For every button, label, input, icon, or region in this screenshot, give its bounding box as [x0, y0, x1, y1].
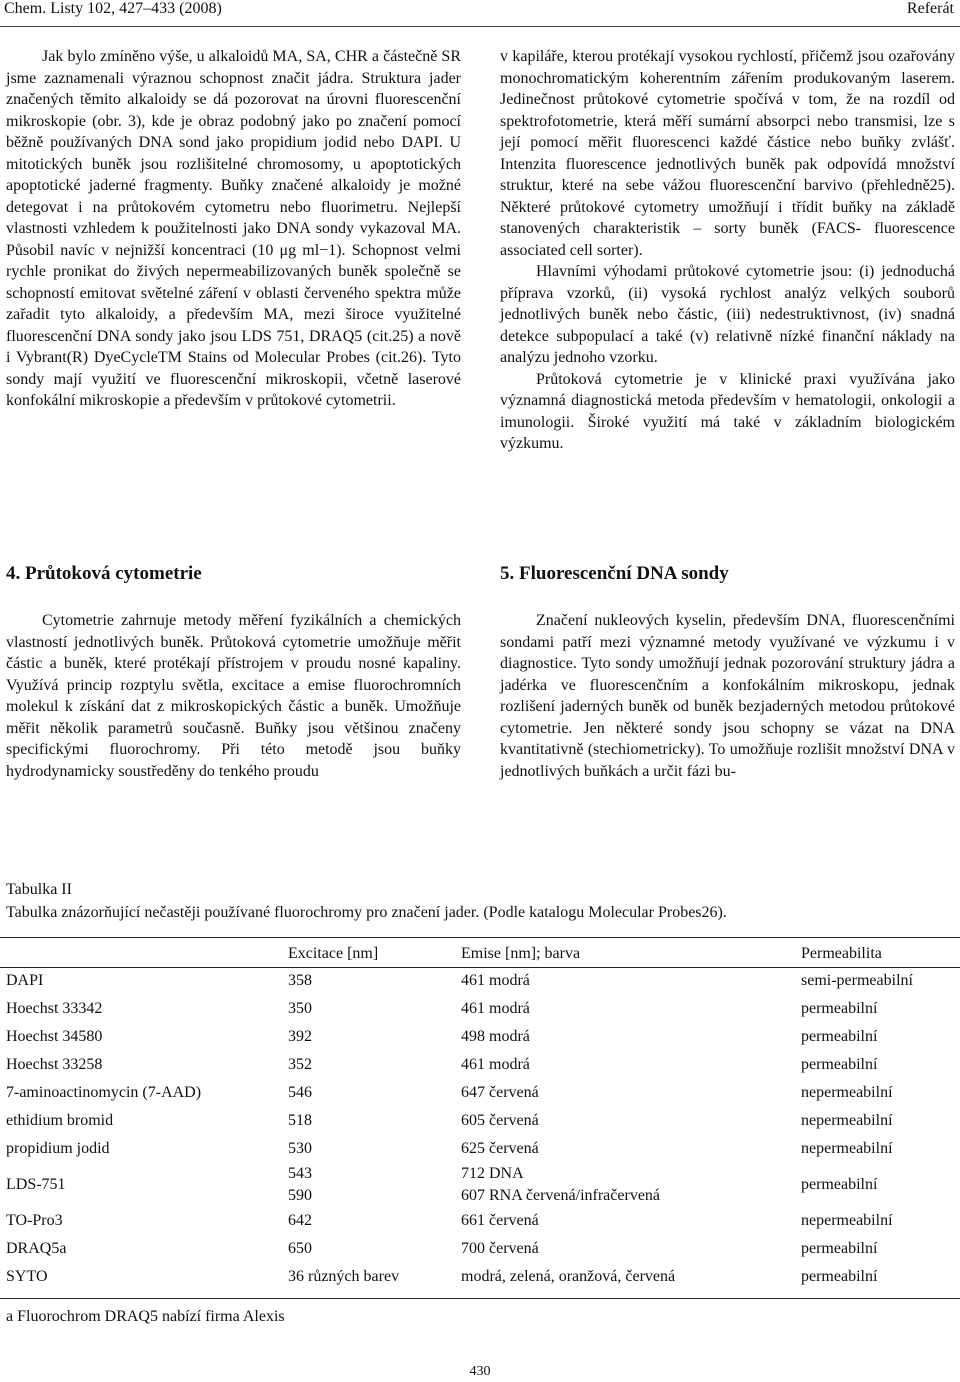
- header-rule: [0, 26, 960, 27]
- table-cell: 530: [288, 1140, 312, 1157]
- section-label: Referát: [906, 0, 954, 17]
- table-row: [0, 967, 960, 995]
- table-top-rule: [0, 937, 960, 938]
- table-row: [0, 1107, 960, 1135]
- right-column-top: [500, 46, 955, 455]
- paragraph: Průtoková cytometrie je v klinické praxi využívána jako významná diagnostická metoda především v hematologii, onkologii a imunologii. Široké využití má také v základním biologickém výzkumu.: [500, 370, 955, 452]
- table-row: [0, 1163, 960, 1207]
- fluorochrome-table: [0, 941, 960, 1291]
- table-cell: 7-aminoactinomycin (7-AAD): [6, 1084, 202, 1101]
- table-cell: Hoechst 33258: [6, 1056, 103, 1073]
- table-cell: 461 modrá: [461, 1056, 530, 1073]
- page-number: 430: [469, 1364, 491, 1379]
- table-cell: 650: [288, 1240, 312, 1257]
- table-cell: 661 červená: [461, 1212, 539, 1229]
- table-cell: 518: [288, 1112, 312, 1129]
- page-header: [0, 0, 960, 24]
- paragraph: Značení nukleových kyselin, především DNA, fluorescenčními sondami patří mezi významné metody využívané ve výzkumu i v diagnostice. Tyto sondy umožňují jednak pozorování struktury jádra a jadérka ve fluorescenčním a konfokálním mikroskopu, jednak rozlišení jaderných buněk od buněk bezjaderných metodou průtokové cytometrie. Jen některé sondy jsou schopny se vázat na DNA kvantitativně (stechiometricky). To umožňuje rozlišit množství DNA v jednotlivých buňkách a určit fázi bu-: [500, 612, 955, 780]
- table-cell: permeabilní: [801, 1240, 878, 1257]
- section-4-title: 4. Průtoková cytometrie: [6, 563, 202, 584]
- table-cell: 358: [288, 972, 312, 989]
- table-cell: 647 červená: [461, 1084, 539, 1101]
- header-cell: Emise [nm]; barva: [461, 945, 581, 962]
- section-5-title: 5. Fluorescenční DNA sondy: [500, 563, 729, 584]
- table-cell: 461 modrá: [461, 1000, 530, 1017]
- table-cell: 712 DNA 607 RNA červená/infračervená: [461, 1165, 661, 1204]
- table-row: [0, 1235, 960, 1263]
- table-cell: TO-Pro3: [6, 1212, 63, 1229]
- section-5-body: [500, 610, 955, 782]
- journal-citation: Chem. Listy 102, 427–433 (2008): [4, 0, 222, 17]
- table-caption-text: Tabulka znázorňující nečastěji používané fluorochromy pro značení jader. (Podle katalogu Molecular Probes26).: [6, 904, 727, 921]
- table-cell: ethidium bromid: [6, 1112, 114, 1129]
- table-cell: nepermeabilní: [801, 1212, 893, 1229]
- table-cell: permeabilní: [801, 1176, 878, 1193]
- table-cell: nepermeabilní: [801, 1140, 893, 1157]
- table-cell: 392: [288, 1028, 312, 1045]
- table-row: [0, 1135, 960, 1163]
- table-cell: 700 červená: [461, 1240, 539, 1257]
- table-row: [0, 1051, 960, 1079]
- table-cell: 625 červená: [461, 1140, 539, 1157]
- table-row: [0, 995, 960, 1023]
- paragraph: v kapiláře, kterou protékají vysokou rychlostí, přičemž jsou ozařovány monochromatickým koherentním zářením produkovaným laserem. Jedinečnost průtokové cytometrie spočívá v tom, že na rozdíl od spektrofotometrie, která měří sumární absorpci nebo transmisi, lze s její pomocí měřit fluorescenci každé částice nebo buňky zvlášť. Intenzita fluorescence jednotlivých buněk pak odpovídá množství struktur, které na sebe vážou fluorescenční barvivo (přehledně25). Některé průtokové cytometry umožňují i třídit buňky na základě stanovených charakteristik – sorty buněk (FACS- fluorescence associated cell sorter).: [500, 48, 955, 259]
- table-cell: 642: [288, 1212, 312, 1229]
- table-cell: permeabilní: [801, 1028, 878, 1045]
- header-cell: Excitace [nm]: [288, 945, 379, 962]
- table-cell: 350: [288, 1000, 312, 1017]
- table-row: [0, 1263, 960, 1291]
- table-cell: propidium jodid: [6, 1140, 110, 1157]
- table-cell: 546: [288, 1084, 312, 1101]
- table-cell: 36 různých barev: [288, 1268, 400, 1285]
- table-cell: SYTO: [6, 1268, 48, 1285]
- table-cell: 543 590: [288, 1165, 312, 1204]
- table-cell: semi-permeabilní: [801, 972, 913, 989]
- left-column-top: [6, 46, 461, 412]
- section-4-body: [6, 610, 461, 782]
- table-cell: DAPI: [6, 972, 44, 989]
- table-cell: permeabilní: [801, 1268, 878, 1285]
- table-cell: 352: [288, 1056, 312, 1073]
- table-cell: permeabilní: [801, 1000, 878, 1017]
- paragraph: Cytometrie zahrnuje metody měření fyzikálních a chemických vlastností jednotlivých buněk. Průtoková cytometrie umožňuje měřit částic a buněk, které protékají přístrojem v proudu nosné kapaliny. Využívá princip rozptylu světla, excitace a emise fluorochromních molekul k získání dat z mikroskopických částic a buněk. Umožňuje měřit několik parametrů současně. Buňky jsou většinou značeny specifickými fluorochromy. Při této metodě jsou buňky hydrodynamicky soustředěny do tenkého proudu: [6, 612, 461, 780]
- table-cell: nepermeabilní: [801, 1112, 893, 1129]
- paragraph: Hlavními výhodami průtokové cytometrie jsou: (i) jednoduchá příprava vzorků, (ii) vysoká rychlost analýz velkých souborů jednotlivých buněk nebo částic, (iii) nedestruktivnost, (iv) snadná detekce subpopulací a také (v) relativně nízké finanční náklady na analýzu jednoho vzorku.: [500, 263, 955, 366]
- table-cell: modrá, zelená, oranžová, červená: [461, 1268, 676, 1285]
- paragraph: Jak bylo zmíněno výše, u alkaloidů MA, SA, CHR a částečně SR jsme zaznamenali výraznou schopnost značit jádra. Struktura jader značených těmito alkaloidy se dá pozorovat na úrovni fluorescenční mikroskopie (obr. 3), kde je obraz podobný jako po značení pomocí běžně používaných DNA sond jako propidium jodid nebo DAPI. U mitotických buněk jsou rozlišitelné chromosomy, u apoptotických apoptotické jaderné fragmenty. Buňky značené alkaloidy je možné detegovat i na průtokovém cytometru nebo fluorimetru. Nejlepší vlastnosti vzhledem k použitelnosti jako DNA sondy vykazoval MA. Působil navíc v nejnižší koncentraci (10 μg ml−1). Schopnost velmi rychle pronikat do živých nepermeabilizovaných buněk společně se schopností emitovat světelné záření v oblasti červeného spektra může zařadit tyto alkaloidy, a především MA, mezi široce využitelné fluorescenční DNA sondy jako jsou LDS 751, DRAQ5 (cit.25) a nově i Vybrant(R) DyeCycleTM Stains od Molecular Probes (cit.26). Tyto sondy mají využití ve fluorescenční mikroskopii, včetně laserové konfokální mikroskopie a především v průtokové cytometrii.: [6, 48, 461, 409]
- table-bottom-rule: [0, 1298, 960, 1299]
- table-cell: 461 modrá: [461, 972, 530, 989]
- header-cell: Permeabilita: [801, 945, 882, 962]
- table-cell: DRAQ5a: [6, 1240, 67, 1257]
- table-cell: LDS-751: [6, 1176, 66, 1193]
- table-row: [0, 1079, 960, 1107]
- table-row: [0, 1023, 960, 1051]
- table-cell: Hoechst 33342: [6, 1000, 103, 1017]
- table-row: [0, 1207, 960, 1235]
- table-cell: Hoechst 34580: [6, 1028, 103, 1045]
- header-cell: [0, 941, 288, 967]
- table-cell: nepermeabilní: [801, 1084, 893, 1101]
- table-cell: 605 červená: [461, 1112, 539, 1129]
- table-cell: permeabilní: [801, 1056, 878, 1073]
- table-caption: [6, 878, 727, 924]
- table-label: Tabulka II: [6, 881, 72, 898]
- table-header-row: [0, 941, 960, 967]
- table-footnote: a Fluorochrom DRAQ5 nabízí firma Alexis: [6, 1308, 285, 1325]
- table-cell: 498 modrá: [461, 1028, 530, 1045]
